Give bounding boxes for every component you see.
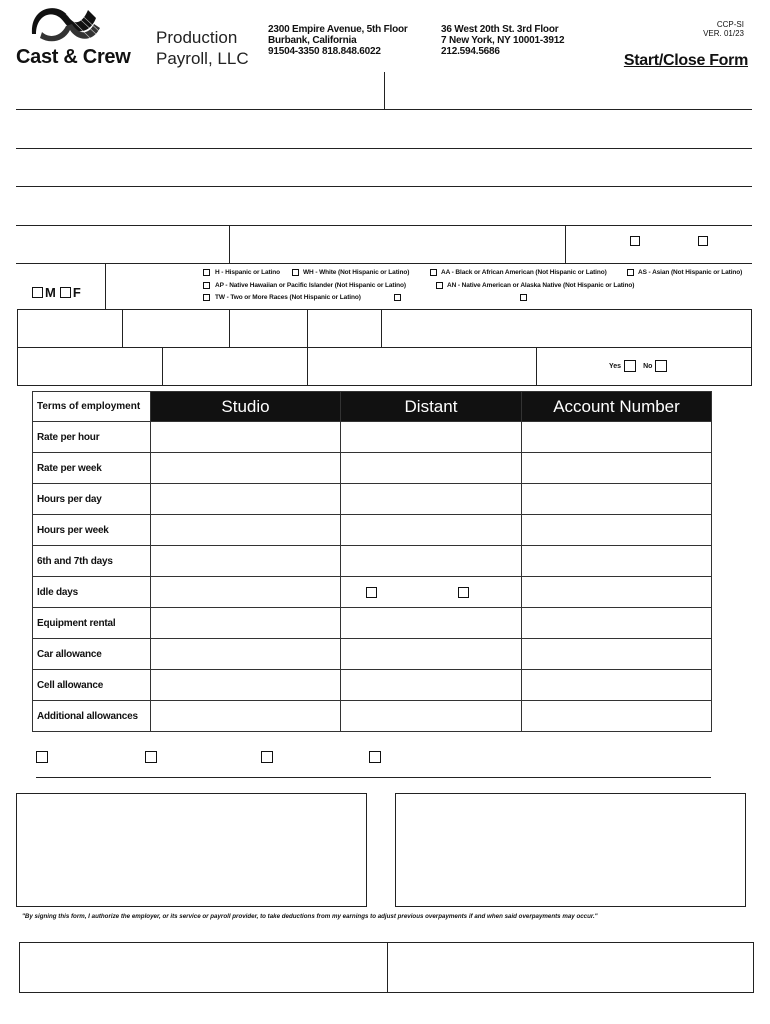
cell-input[interactable] xyxy=(522,670,712,701)
ethnicity-as-label: AS - Asian (Not Hispanic or Latino) xyxy=(638,269,743,276)
row-label: Car allowance xyxy=(33,639,151,670)
cell-input[interactable] xyxy=(522,639,712,670)
cell-input[interactable] xyxy=(522,546,712,577)
checkbox[interactable] xyxy=(394,294,401,301)
company-logo xyxy=(30,4,102,48)
ethnicity-aa-checkbox[interactable] xyxy=(430,269,437,276)
address-line: Burbank, California xyxy=(268,35,357,46)
cell-input[interactable] xyxy=(341,577,522,608)
row-label: Idle days xyxy=(33,577,151,608)
yes-no-group xyxy=(609,360,667,372)
gender-male-checkbox[interactable] xyxy=(32,287,43,298)
version-text: VER. 01/23 xyxy=(703,29,744,38)
field-occupation[interactable] xyxy=(230,226,565,263)
form-version xyxy=(703,20,744,38)
column-header-studio: Studio xyxy=(151,392,341,422)
cell-input[interactable] xyxy=(341,670,522,701)
cell-input[interactable] xyxy=(522,608,712,639)
ethnicity-ap-checkbox[interactable] xyxy=(203,282,210,289)
address-new-york xyxy=(441,24,564,57)
cell-input[interactable] xyxy=(341,639,522,670)
form-code: CCP-SI xyxy=(716,20,744,29)
signature-box-employer[interactable] xyxy=(395,793,746,907)
yes-checkbox[interactable] xyxy=(624,360,636,372)
checkbox[interactable] xyxy=(261,751,273,763)
cell-input[interactable] xyxy=(522,515,712,546)
table-row xyxy=(33,453,712,484)
ethnicity-tw-checkbox[interactable] xyxy=(203,294,210,301)
column-header-account-number: Account Number xyxy=(522,392,712,422)
table-row xyxy=(33,422,712,453)
field-city-state[interactable] xyxy=(16,149,752,186)
cell-input[interactable] xyxy=(151,608,341,639)
terms-header-label: Terms of employment xyxy=(33,392,151,422)
ethnicity-an-checkbox[interactable] xyxy=(436,282,443,289)
gender-male-label: M xyxy=(45,285,56,300)
ethnicity-wh-checkbox[interactable] xyxy=(292,269,299,276)
authorization-note: "By signing this form, I authorize the employer, or its service or payroll provider, to take deductions from my earnings to adjust previous overpayments if and when said overpayments may occur." xyxy=(22,913,598,920)
cell-input[interactable] xyxy=(341,484,522,515)
gender-female-checkbox[interactable] xyxy=(60,287,71,298)
row-label: Rate per hour xyxy=(33,422,151,453)
row-label: Hours per day xyxy=(33,484,151,515)
cell-input[interactable] xyxy=(341,422,522,453)
field-bottom-right[interactable] xyxy=(388,943,753,992)
idle-days-checkbox-2[interactable] xyxy=(458,587,469,598)
ethnicity-tw-label: TW - Two or More Races (Not Hispanic or Latino) xyxy=(215,294,361,301)
address-line: 36 West 20th St. 3rd Floor xyxy=(441,24,559,35)
cell-input[interactable] xyxy=(151,639,341,670)
cell-input[interactable] xyxy=(151,422,341,453)
cell-input[interactable] xyxy=(151,670,341,701)
address-burbank xyxy=(268,24,408,57)
cell-input[interactable] xyxy=(522,577,712,608)
no-label: No xyxy=(643,362,653,370)
ethnicity-as-checkbox[interactable] xyxy=(627,269,634,276)
checkbox[interactable] xyxy=(36,751,48,763)
row-label: Hours per week xyxy=(33,515,151,546)
address-line: 7 New York, NY 10001-3912 xyxy=(441,35,565,46)
cell-input[interactable] xyxy=(341,515,522,546)
cell-input[interactable] xyxy=(522,701,712,732)
cell-input[interactable] xyxy=(151,453,341,484)
checkbox[interactable] xyxy=(369,751,381,763)
field-id[interactable] xyxy=(385,72,751,109)
ethnicity-wh-label: WH - White (Not Hispanic or Latino) xyxy=(303,269,410,276)
address-line: 2300 Empire Avenue, 5th Floor xyxy=(268,24,408,35)
form-title: Start/Close Form xyxy=(623,52,748,69)
table-row xyxy=(33,515,712,546)
signature-box-employee[interactable] xyxy=(16,793,367,907)
yes-label: Yes xyxy=(609,362,622,370)
cell-input[interactable] xyxy=(522,484,712,515)
table-row xyxy=(33,701,712,732)
ethnicity-ap-label: AP - Native Hawaiian or Pacific Islander (Not Hispanic or Latino) xyxy=(215,282,406,289)
ethnicity-h-label: H - Hispanic or Latino xyxy=(215,269,280,276)
address-line: 212.594.5686 xyxy=(441,46,500,57)
table-row xyxy=(33,546,712,577)
ethnicity-h-checkbox[interactable] xyxy=(203,269,210,276)
company-name-line2: Payroll, LLC xyxy=(156,49,249,68)
checkbox[interactable] xyxy=(698,236,708,246)
cell-input[interactable] xyxy=(341,453,522,484)
checkbox[interactable] xyxy=(630,236,640,246)
row-label: 6th and 7th days xyxy=(33,546,151,577)
cell-input[interactable] xyxy=(341,608,522,639)
table-row xyxy=(33,577,712,608)
cell-input[interactable] xyxy=(341,701,522,732)
row-label: Rate per week xyxy=(33,453,151,484)
row-label: Additional allowances xyxy=(33,701,151,732)
cell-input[interactable] xyxy=(151,484,341,515)
field-address[interactable] xyxy=(16,110,752,148)
brand-name: Cast & Crew xyxy=(16,46,131,68)
table-row xyxy=(33,608,712,639)
cell-input[interactable] xyxy=(151,577,341,608)
idle-days-checkbox-1[interactable] xyxy=(366,587,377,598)
terms-table xyxy=(32,391,712,732)
field-phone[interactable] xyxy=(16,226,229,263)
column-header-distant: Distant xyxy=(341,392,522,422)
table-row xyxy=(33,639,712,670)
cell-input[interactable] xyxy=(341,546,522,577)
cell-input[interactable] xyxy=(151,515,341,546)
gender-group xyxy=(32,285,81,300)
field-email[interactable] xyxy=(16,187,752,225)
row-label: Cell allowance xyxy=(33,670,151,701)
ethnicity-an-label: AN - Native American or Alaska Native (Not Hispanic or Latino) xyxy=(447,282,635,289)
table-row xyxy=(33,484,712,515)
cell-input[interactable] xyxy=(151,546,341,577)
ethnicity-aa-label: AA - Black or African American (Not Hispanic or Latino) xyxy=(441,269,607,276)
field-bottom-left[interactable] xyxy=(20,943,386,992)
gender-female-label: F xyxy=(72,285,81,300)
checkbox[interactable] xyxy=(145,751,157,763)
cell-input[interactable] xyxy=(522,422,712,453)
company-name-line1: Production xyxy=(156,28,238,47)
field-name[interactable] xyxy=(16,72,384,109)
row-label: Equipment rental xyxy=(33,608,151,639)
table-row xyxy=(33,670,712,701)
cell-input[interactable] xyxy=(522,453,712,484)
cell-input[interactable] xyxy=(151,701,341,732)
no-checkbox[interactable] xyxy=(655,360,667,372)
checkbox[interactable] xyxy=(520,294,527,301)
address-line: 91504-3350 818.848.6022 xyxy=(268,46,381,57)
